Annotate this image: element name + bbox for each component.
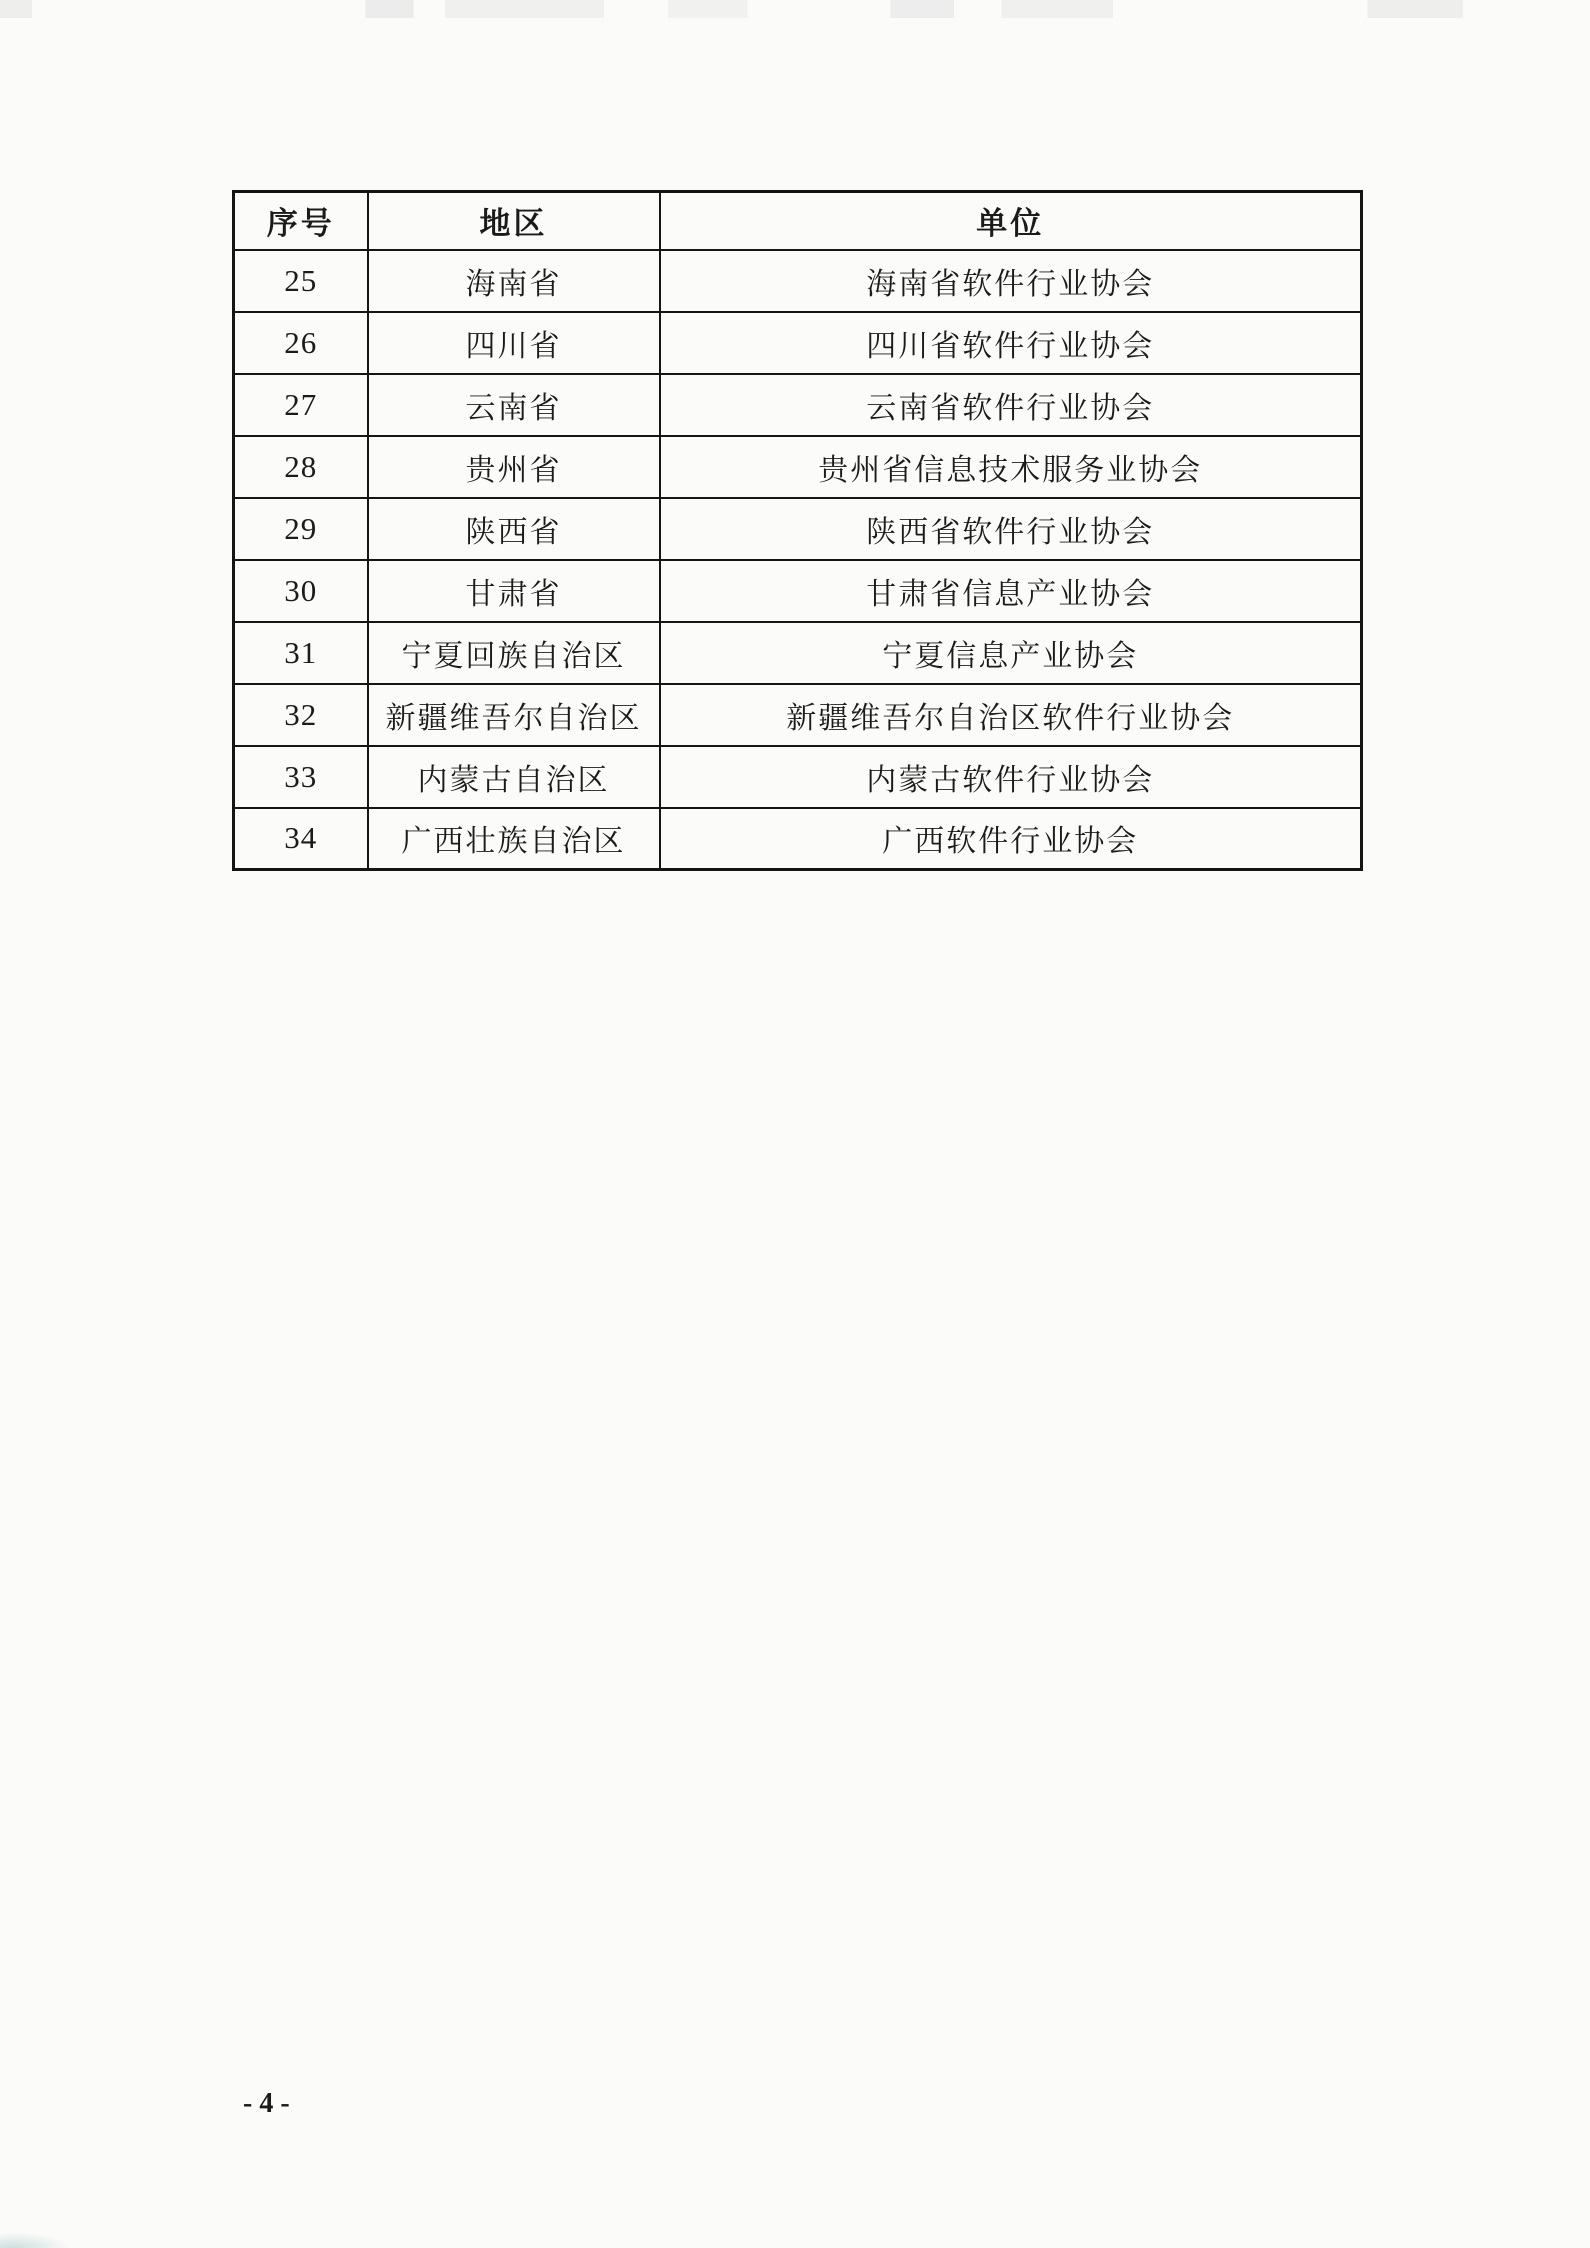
- table-row: [234, 312, 1362, 374]
- table-row: [234, 746, 1362, 808]
- cell-unit: 贵州省信息技术服务业协会: [660, 436, 1362, 498]
- cell-unit: 内蒙古软件行业协会: [660, 746, 1362, 808]
- table-header-row: [234, 192, 1362, 250]
- cell-unit: 云南省软件行业协会: [660, 374, 1362, 436]
- page-number: -4-: [243, 2088, 297, 2119]
- header-unit: 单位: [660, 192, 1362, 250]
- scan-artifact-corner: [0, 2232, 70, 2248]
- table-row: [234, 622, 1362, 684]
- cell-unit: 陕西省软件行业协会: [660, 498, 1362, 560]
- cell-region: 甘肃省: [368, 560, 660, 622]
- table-row: [234, 374, 1362, 436]
- cell-region: 内蒙古自治区: [368, 746, 660, 808]
- cell-region: 四川省: [368, 312, 660, 374]
- cell-no: 26: [234, 312, 368, 374]
- cell-no: 30: [234, 560, 368, 622]
- cell-no: 29: [234, 498, 368, 560]
- cell-region: 云南省: [368, 374, 660, 436]
- table-row: [234, 560, 1362, 622]
- table-row: [234, 684, 1362, 746]
- table-row: [234, 250, 1362, 312]
- cell-region: 宁夏回族自治区: [368, 622, 660, 684]
- table-row: [234, 808, 1362, 870]
- cell-unit: 宁夏信息产业协会: [660, 622, 1362, 684]
- cell-unit: 广西软件行业协会: [660, 808, 1362, 870]
- cell-region: 广西壮族自治区: [368, 808, 660, 870]
- table-header: [234, 192, 1362, 250]
- cell-unit: 海南省软件行业协会: [660, 250, 1362, 312]
- cell-no: 27: [234, 374, 368, 436]
- cell-unit: 四川省软件行业协会: [660, 312, 1362, 374]
- association-table: [232, 190, 1363, 871]
- cell-no: 25: [234, 250, 368, 312]
- cell-no: 33: [234, 746, 368, 808]
- cell-region: 陕西省: [368, 498, 660, 560]
- table-body: [234, 250, 1362, 870]
- header-no: 序号: [234, 192, 368, 250]
- cell-no: 32: [234, 684, 368, 746]
- cell-unit: 甘肃省信息产业协会: [660, 560, 1362, 622]
- table-row: [234, 498, 1362, 560]
- table-row: [234, 436, 1362, 498]
- cell-no: 34: [234, 808, 368, 870]
- header-region: 地区: [368, 192, 660, 250]
- cell-no: 28: [234, 436, 368, 498]
- cell-unit: 新疆维吾尔自治区软件行业协会: [660, 684, 1362, 746]
- cell-no: 31: [234, 622, 368, 684]
- cell-region: 贵州省: [368, 436, 660, 498]
- cell-region: 海南省: [368, 250, 660, 312]
- cell-region: 新疆维吾尔自治区: [368, 684, 660, 746]
- scan-artifact-top: [0, 0, 1590, 18]
